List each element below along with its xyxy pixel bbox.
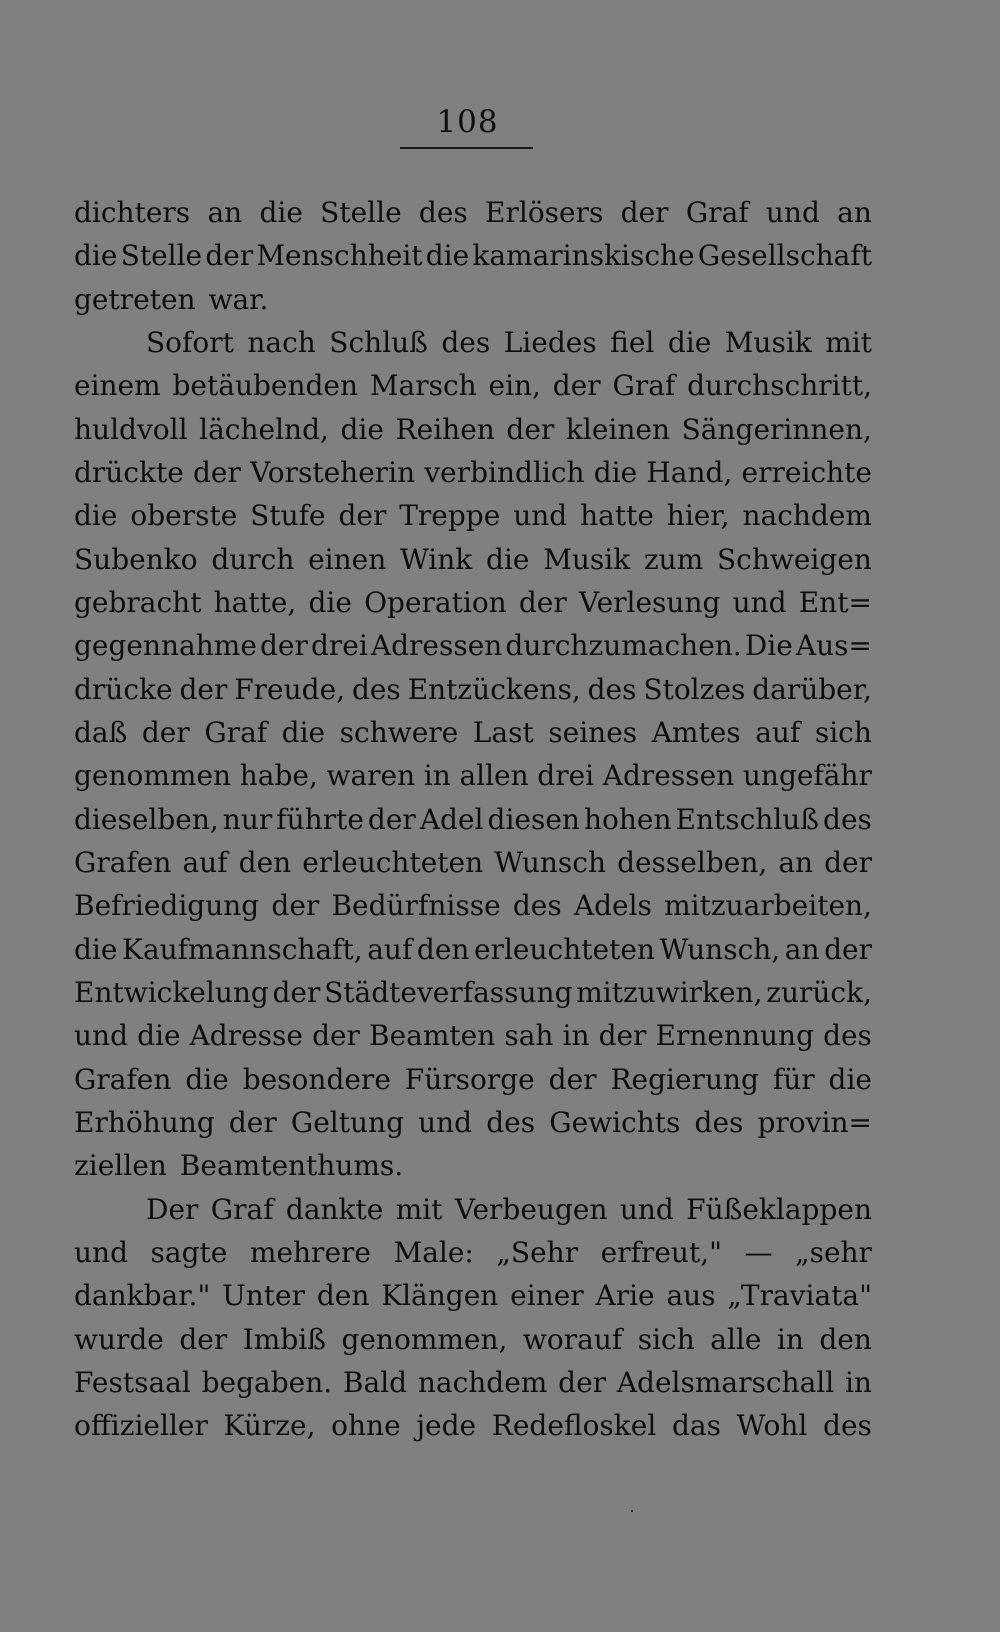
word: und — [418, 1105, 473, 1139]
word: sagte — [150, 1235, 228, 1269]
word: Redefloskel — [491, 1409, 657, 1443]
word: nur — [222, 802, 273, 836]
word: sah — [504, 1019, 554, 1053]
text-line — [74, 1188, 872, 1231]
word: des — [587, 672, 637, 706]
word: Die — [744, 629, 793, 663]
word: mit — [825, 325, 872, 359]
word: die — [281, 715, 326, 749]
word: Erhöhung — [74, 1105, 215, 1139]
word: des — [351, 672, 401, 706]
word: Adressen — [370, 629, 503, 663]
word: Operation — [364, 585, 507, 619]
word: Last — [472, 715, 534, 749]
word: Stelle — [120, 239, 203, 273]
word: Grafen — [74, 845, 172, 879]
word: ein, — [488, 369, 541, 403]
word: Graf — [210, 1192, 274, 1226]
word: Sofort — [146, 325, 234, 359]
word: Stelle — [320, 196, 402, 229]
word: drei — [537, 759, 595, 793]
word: Adelsmarschall — [616, 1365, 835, 1399]
text-line — [74, 1274, 872, 1317]
word: — — [744, 1235, 773, 1269]
word: ungefähr — [742, 759, 872, 793]
word: drei — [310, 629, 368, 663]
word: dankbar." — [74, 1279, 211, 1313]
word: die — [137, 1019, 181, 1053]
word: der — [824, 845, 872, 879]
word: desselben, — [617, 845, 768, 879]
word: Musik — [724, 325, 812, 359]
word: zurück, — [766, 975, 872, 1009]
word: den — [416, 932, 470, 966]
text-line — [74, 798, 872, 841]
word: nachdem — [742, 499, 872, 533]
text-line — [74, 234, 872, 277]
word: der — [620, 196, 669, 229]
word: dankte — [285, 1192, 384, 1226]
word: nachdem — [417, 1365, 548, 1399]
text-line — [74, 668, 872, 711]
word: sich — [814, 715, 872, 749]
word: des — [486, 1105, 536, 1139]
word: der — [272, 975, 321, 1009]
word: erleuchteten — [302, 845, 484, 879]
word: für — [772, 1062, 815, 1096]
word: habe, — [239, 759, 318, 793]
text-line — [74, 1404, 872, 1447]
word: Schluß — [329, 325, 428, 359]
word: getreten — [74, 282, 196, 316]
word: Stolzes — [643, 672, 746, 706]
word: hatte — [580, 499, 654, 533]
word: Musik — [543, 542, 631, 576]
word: der — [824, 932, 872, 966]
word: hier, — [666, 499, 730, 533]
word: Wohl — [736, 1409, 808, 1443]
word: Fürsorge — [404, 1062, 535, 1096]
text-line — [74, 1101, 872, 1144]
word: die — [828, 1062, 872, 1096]
word: und — [74, 1019, 128, 1053]
word: alle — [710, 1322, 762, 1356]
word: Adels — [573, 889, 652, 923]
word: Füßeklappen — [686, 1192, 872, 1226]
word: der — [179, 1322, 228, 1356]
text-line — [74, 1231, 872, 1274]
word: Bald — [342, 1365, 408, 1399]
word: Geltung — [290, 1105, 404, 1139]
word: des — [823, 802, 872, 836]
word: Aus= — [795, 629, 872, 663]
word: verbindlich — [424, 455, 585, 489]
word: sich — [637, 1322, 695, 1356]
word: Wunsch, — [659, 932, 781, 966]
word: Bedürfnisse — [331, 889, 501, 923]
word: einer — [510, 1279, 584, 1313]
word: fiel — [610, 325, 655, 359]
word: der — [312, 1019, 360, 1053]
word: wurde — [74, 1322, 164, 1356]
word: Adel — [419, 802, 484, 836]
word: schwere — [339, 715, 459, 749]
word: an — [784, 932, 820, 966]
word: Graf — [685, 196, 749, 229]
page-number: 108 — [436, 104, 499, 140]
word: an — [837, 196, 872, 229]
text-line — [74, 971, 872, 1014]
text-line — [74, 1058, 872, 1101]
word: der — [271, 889, 320, 923]
word: besondere — [242, 1062, 391, 1096]
text-line — [74, 538, 872, 581]
word: und — [765, 196, 820, 229]
word: in — [776, 1322, 804, 1356]
text-line — [74, 364, 872, 407]
word: Grafen — [74, 1062, 172, 1096]
word: Wink — [400, 542, 473, 576]
word: die — [259, 196, 303, 229]
word: ohne — [331, 1409, 401, 1443]
word: jede — [416, 1409, 477, 1443]
word: genommen, — [341, 1322, 508, 1356]
word: des — [694, 1105, 744, 1139]
word: den — [316, 1279, 370, 1313]
text-line — [74, 1144, 872, 1187]
word: an — [778, 845, 814, 879]
text-line — [74, 191, 872, 234]
word: Marsch — [369, 369, 477, 403]
word: drückte — [74, 455, 184, 489]
word: Treppe — [399, 499, 501, 533]
word: genommen — [74, 759, 232, 793]
word: die — [667, 325, 712, 359]
text-line — [74, 928, 872, 971]
word: Erlösers — [485, 196, 604, 229]
word: kamarinskische — [472, 239, 695, 273]
word: Amtes — [651, 715, 741, 749]
word: allen — [459, 759, 529, 793]
text-line — [74, 494, 872, 537]
word: worauf — [522, 1322, 623, 1356]
word: den — [819, 1322, 872, 1356]
word: der — [228, 1105, 277, 1139]
word: auf — [182, 845, 228, 879]
word: provin= — [757, 1105, 872, 1139]
text-line — [74, 884, 872, 927]
word: mehrere — [249, 1235, 371, 1269]
word: gebracht — [74, 585, 202, 619]
word: aus — [666, 1279, 716, 1313]
word: Wunsch — [494, 845, 606, 879]
word: „sehr — [795, 1235, 872, 1269]
word: Menschheit — [256, 239, 423, 273]
page-number-rule — [400, 147, 533, 149]
word: die — [185, 1062, 229, 1096]
body-text — [74, 191, 872, 1448]
word: Der — [146, 1192, 199, 1226]
word: gegennahme — [74, 629, 257, 663]
word: in — [844, 1365, 872, 1399]
word: kleinen — [565, 412, 671, 446]
word: Gewichts — [549, 1105, 681, 1139]
word: Liedes — [503, 325, 597, 359]
word: der — [506, 412, 555, 446]
word: Unter — [222, 1279, 305, 1313]
word: Schweigen — [717, 542, 872, 576]
word: den — [238, 845, 292, 879]
word: Vorsteherin — [250, 455, 416, 489]
word: des — [441, 325, 491, 359]
word: Ent= — [798, 585, 872, 619]
word: Reihen — [395, 412, 495, 446]
word: Graf — [204, 715, 268, 749]
word: führte — [276, 802, 364, 836]
word: das — [671, 1409, 721, 1443]
word: war. — [208, 282, 269, 316]
print-speck — [631, 1510, 633, 1512]
word: die — [340, 412, 384, 446]
word: Klängen — [381, 1279, 499, 1313]
word: Kürze, — [223, 1409, 316, 1443]
text-line — [74, 1014, 872, 1057]
word: auf — [367, 932, 413, 966]
word: lächelnd, — [199, 412, 329, 446]
word: ziellen — [74, 1149, 167, 1183]
word: hatte, — [213, 585, 297, 619]
word: Entschluß — [675, 802, 819, 836]
word: Entzückens, — [407, 672, 581, 706]
word: die — [486, 542, 530, 576]
word: seines — [548, 715, 638, 749]
word: Sängerinnen, — [681, 412, 872, 446]
word: des — [823, 1019, 872, 1053]
text-line — [74, 408, 872, 451]
word: Stufe — [250, 499, 326, 533]
word: des — [418, 196, 468, 229]
word: zum — [643, 542, 704, 576]
word: die — [74, 932, 118, 966]
word: der — [141, 715, 190, 749]
word: erreichte — [741, 455, 872, 489]
word: Male: — [393, 1235, 474, 1269]
word: Befriedigung — [74, 889, 260, 923]
word: daß — [74, 715, 128, 749]
word: dieselben, — [74, 802, 219, 836]
word: der — [552, 369, 601, 403]
word: einen — [308, 542, 387, 576]
word: Adresse — [189, 1019, 303, 1053]
word: begaben. — [201, 1365, 333, 1399]
word: der — [205, 239, 254, 273]
word: Imbiß — [242, 1322, 326, 1356]
word: Adressen — [602, 759, 735, 793]
text-line — [74, 1361, 872, 1404]
word: auf — [755, 715, 801, 749]
word: mitzuarbeiten, — [664, 889, 872, 923]
word: die — [74, 499, 118, 533]
word: in — [423, 759, 451, 793]
word: nach — [247, 325, 316, 359]
word: die — [74, 239, 118, 273]
word: dichters — [74, 196, 191, 229]
text-line — [74, 451, 872, 494]
word: der — [518, 585, 567, 619]
word: der — [179, 672, 228, 706]
word: durchschritt, — [687, 369, 872, 403]
text-line — [74, 581, 872, 624]
word: und — [513, 499, 568, 533]
text-line — [74, 754, 872, 797]
word: „Sehr — [496, 1235, 579, 1269]
word: der — [548, 1062, 597, 1096]
word: die — [593, 455, 638, 489]
word: in — [562, 1019, 590, 1053]
word: Ernennung — [655, 1019, 814, 1053]
word: Freude, — [234, 672, 346, 706]
word: betäubenden — [172, 369, 359, 403]
word: des — [512, 889, 562, 923]
word: waren — [326, 759, 416, 793]
text-line — [74, 278, 872, 321]
word: erleuchteten — [474, 932, 655, 966]
word: drücke — [74, 672, 173, 706]
word: durchzumachen. — [505, 629, 742, 663]
word: erfreut," — [600, 1235, 722, 1269]
word: der — [259, 629, 308, 663]
word: die — [425, 239, 470, 273]
text-line — [74, 1318, 872, 1361]
word: offizieller — [74, 1409, 208, 1443]
word: Subenko — [74, 542, 198, 576]
word: der — [193, 455, 241, 489]
word: diesen — [487, 802, 580, 836]
text-line — [74, 624, 872, 667]
word: darüber, — [752, 672, 872, 706]
word: und — [619, 1192, 674, 1226]
word: Arie — [595, 1279, 655, 1313]
word: Gesellschaft — [697, 239, 872, 273]
word: „Traviata" — [727, 1279, 872, 1313]
text-line — [74, 321, 872, 364]
word: Beamten — [369, 1019, 496, 1053]
word: an — [207, 196, 243, 229]
word: Graf — [612, 369, 676, 403]
word: oberste — [130, 499, 238, 533]
word: durch — [211, 542, 295, 576]
text-line — [74, 711, 872, 754]
word: Beamtenthums. — [179, 1149, 404, 1183]
word: und — [74, 1235, 128, 1269]
word: mitzuwirken, — [576, 975, 763, 1009]
word: huldvoll — [74, 412, 188, 446]
text-line — [74, 841, 872, 884]
word: mit — [395, 1192, 443, 1226]
word: Entwickelung — [74, 975, 269, 1009]
word: der — [338, 499, 387, 533]
word: Festsaal — [74, 1365, 191, 1399]
word: der — [367, 802, 416, 836]
word: Verlesung — [578, 585, 721, 619]
word: hohen — [583, 802, 672, 836]
word: der — [558, 1365, 607, 1399]
word: die — [308, 585, 352, 619]
word: und — [732, 585, 787, 619]
word: Städteverfassung — [324, 975, 573, 1009]
word: des — [823, 1409, 872, 1443]
word: Hand, — [646, 455, 733, 489]
word: Kaufmannschaft, — [122, 932, 363, 966]
word: der — [598, 1019, 647, 1053]
word: Verbeugen — [454, 1192, 608, 1226]
word: Regierung — [610, 1062, 759, 1096]
word: einem — [74, 369, 161, 403]
